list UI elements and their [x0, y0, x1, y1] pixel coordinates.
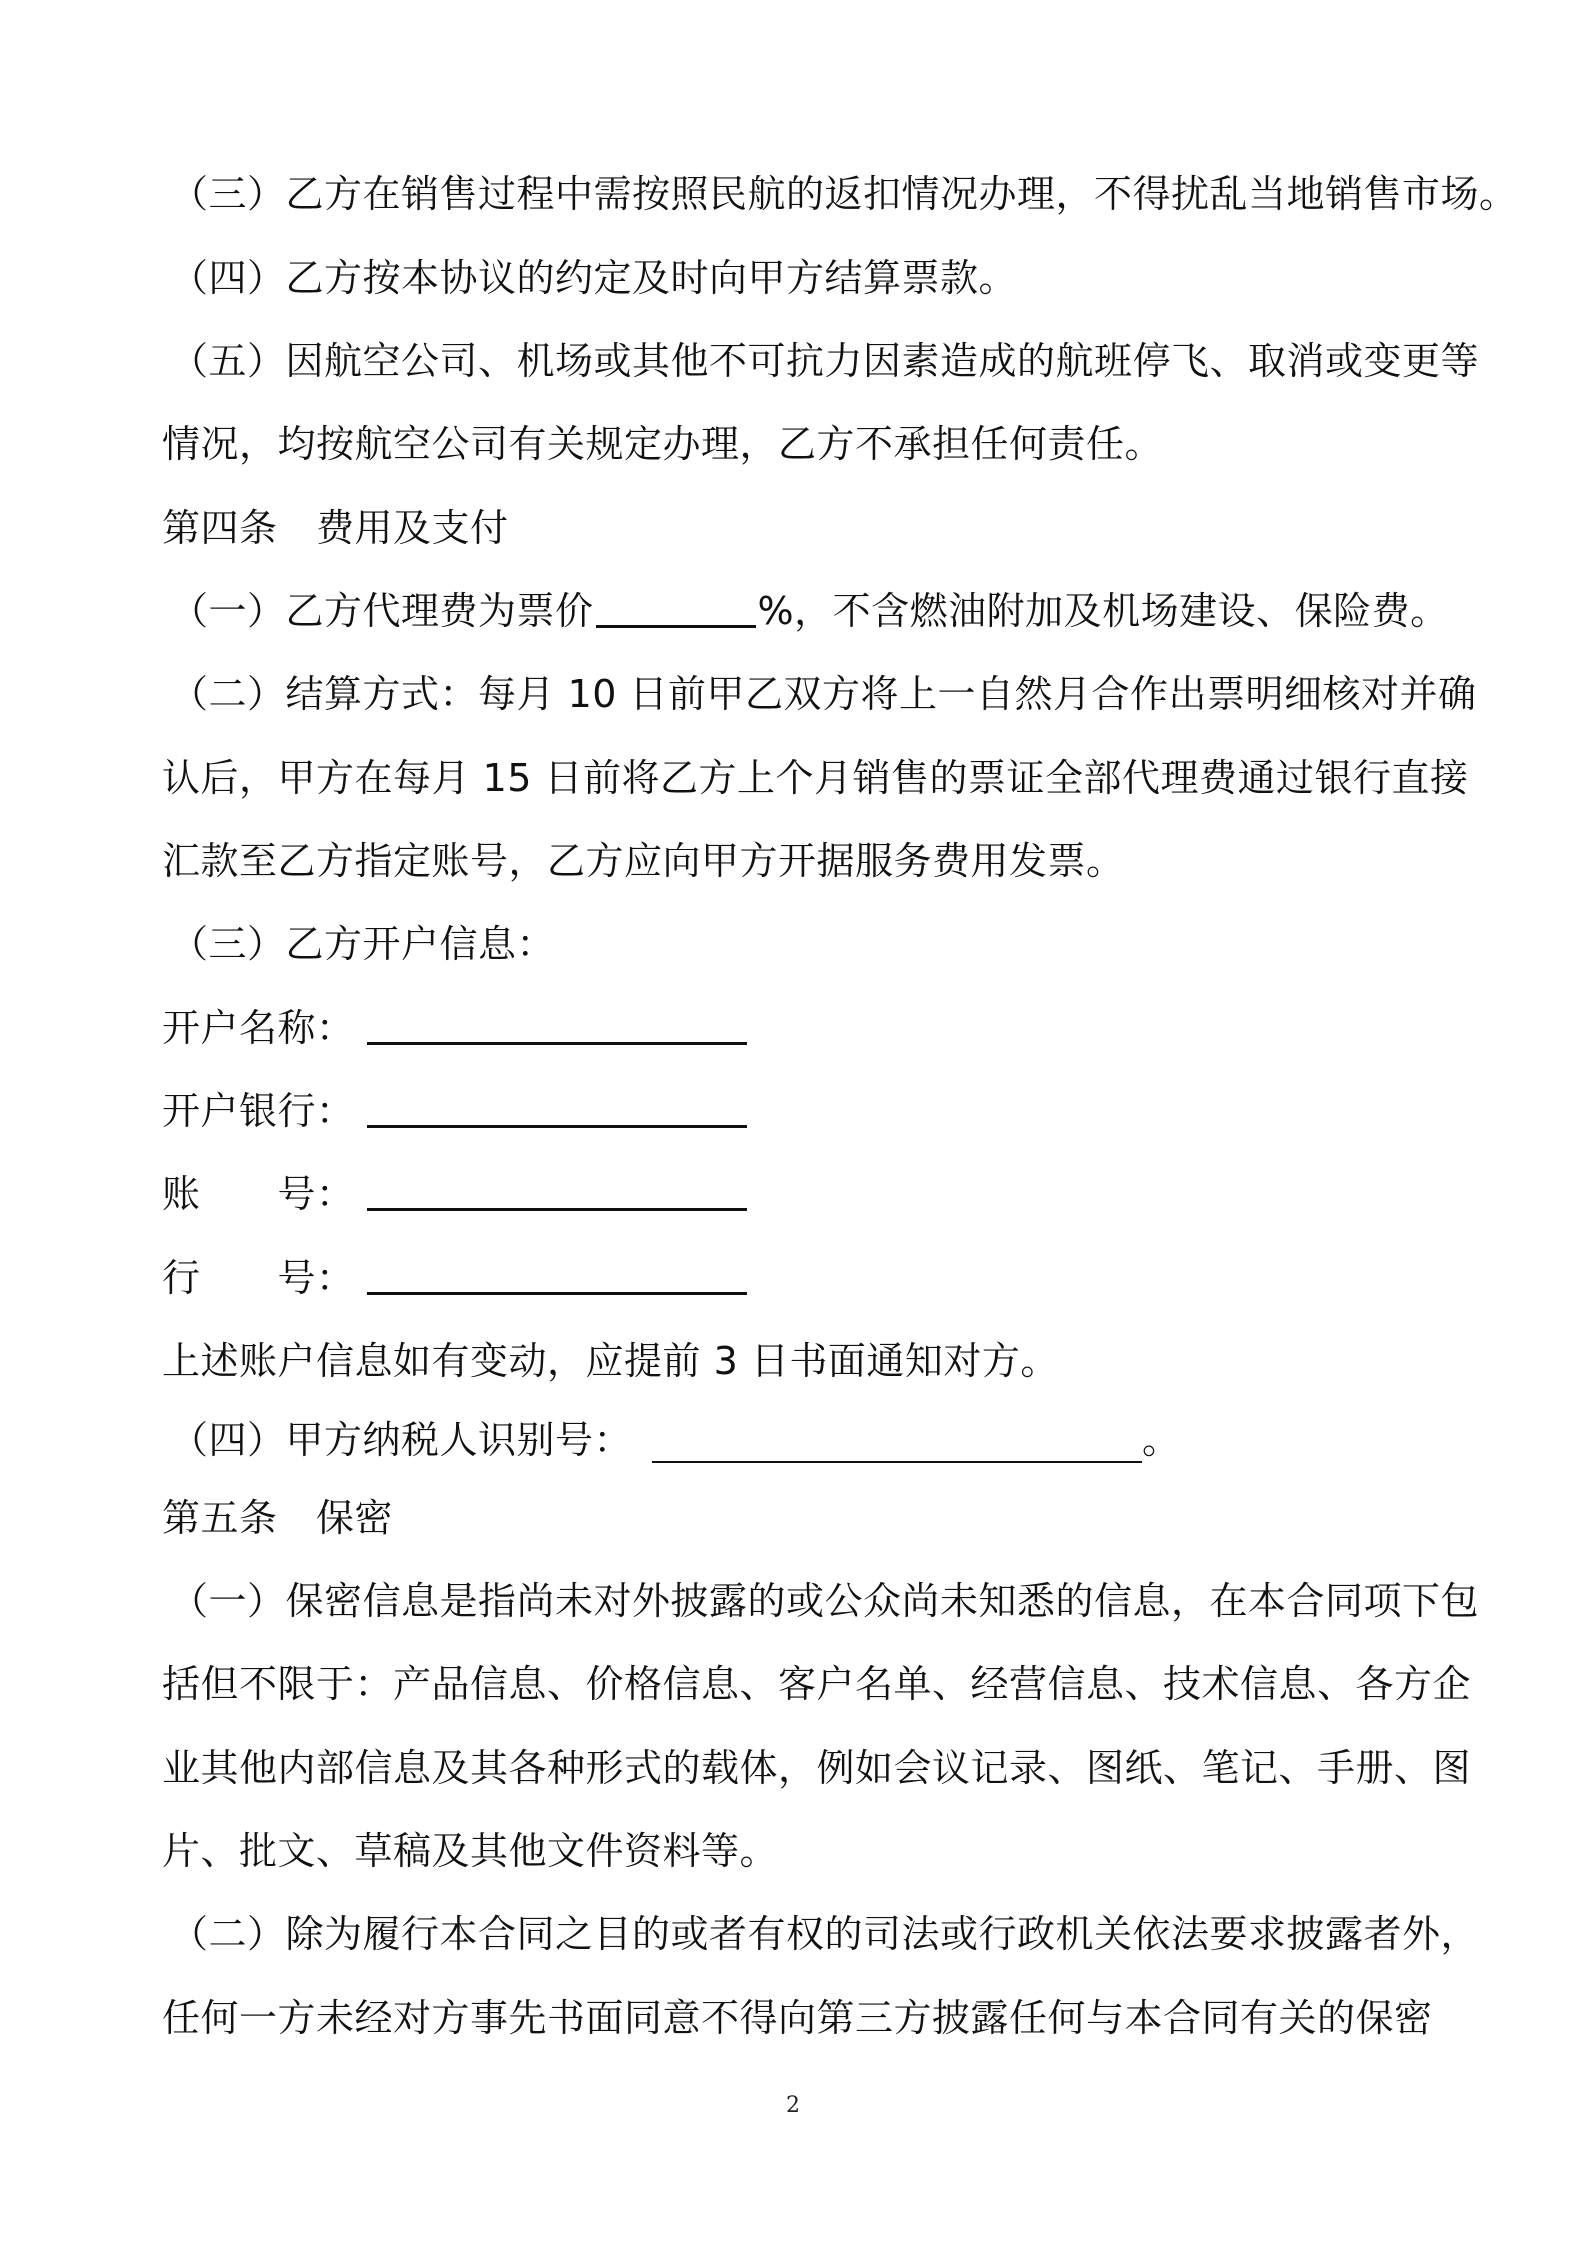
clause-4-2-line-3: 汇款至乙方指定账号，乙方应向甲方开据服务费用发票。: [162, 839, 1125, 883]
clause-3-3: （三）乙方在销售过程中需按照民航的返扣情况办理，不得扰乱当地销售市场。: [170, 172, 1518, 216]
bank-row: [162, 1085, 1452, 1137]
tax-id-blank: [652, 1421, 1142, 1463]
account-number-row: [162, 1168, 1452, 1220]
account-name-row: [162, 1002, 1452, 1054]
clause-3-4: （四）乙方按本协议的约定及时向甲方结算票款。: [170, 256, 1018, 300]
account-name-blank: [367, 1006, 747, 1045]
account-name-label: 开户名称：: [162, 1006, 355, 1050]
clause-5-1-line-3: 业其他内部信息及其各种形式的载体，例如会议记录、图纸、笔记、手册、图: [162, 1746, 1472, 1790]
article-4-heading: 第四条 费用及支付: [162, 506, 509, 550]
clause-5-2-line-1: （二）除为履行本合同之目的或者有权的司法或行政机关依法要求披露者外，: [170, 1912, 1480, 1956]
bank-blank: [367, 1089, 747, 1128]
clause-4-1: [170, 585, 1460, 637]
account-number-blank: [367, 1172, 747, 1211]
tax-prefix: （四）甲方纳税人识别号：: [170, 1418, 633, 1462]
fee-suffix: %，不含燃油附加及机场建设、保险费。: [757, 589, 1449, 633]
tax-suffix: 。: [1142, 1418, 1181, 1462]
fee-prefix: （一）乙方代理费为票价: [170, 589, 594, 633]
clause-5-1-line-4: 片、批文、草稿及其他文件资料等。: [162, 1829, 779, 1873]
article-5-heading: 第五条 保密: [162, 1496, 394, 1540]
fee-percent-blank: [596, 591, 756, 628]
clause-5-2-line-2: 任何一方未经对方事先书面同意不得向第三方披露任何与本合同有关的保密: [162, 1996, 1433, 2040]
bank-code-label: 行 号：: [162, 1256, 355, 1300]
clause-5-1-line-2: 括但不限于：产品信息、价格信息、客户名单、经营信息、技术信息、各方企: [162, 1662, 1472, 1706]
clause-4-2-line-1: （二）结算方式：每月 10 日前甲乙双方将上一自然月合作出票明细核对并确: [170, 672, 1477, 716]
bank-code-row: [162, 1252, 1452, 1304]
clause-5-1-line-1: （一）保密信息是指尚未对外披露的或公众尚未知悉的信息，在本合同项下包: [170, 1579, 1480, 1623]
notice-line: 上述账户信息如有变动，应提前 3 日书面通知对方。: [162, 1339, 1059, 1383]
clause-4-4: [170, 1414, 1460, 1466]
clause-3-5-line-1: （五）因航空公司、机场或其他不可抗力因素造成的航班停飞、取消或变更等: [170, 339, 1480, 383]
page-number: 2: [786, 2093, 800, 2118]
clause-4-3: （三）乙方开户信息：: [170, 922, 556, 966]
clause-3-5-line-2: 情况，均按航空公司有关规定办理，乙方不承担任何责任。: [162, 422, 1164, 466]
bank-code-blank: [367, 1256, 747, 1295]
clause-4-2-line-2: 认后，甲方在每月 15 日前将乙方上个月销售的票证全部代理费通过银行直接: [162, 756, 1469, 800]
account-number-label: 账 号：: [162, 1172, 355, 1216]
bank-label: 开户银行：: [162, 1089, 355, 1133]
